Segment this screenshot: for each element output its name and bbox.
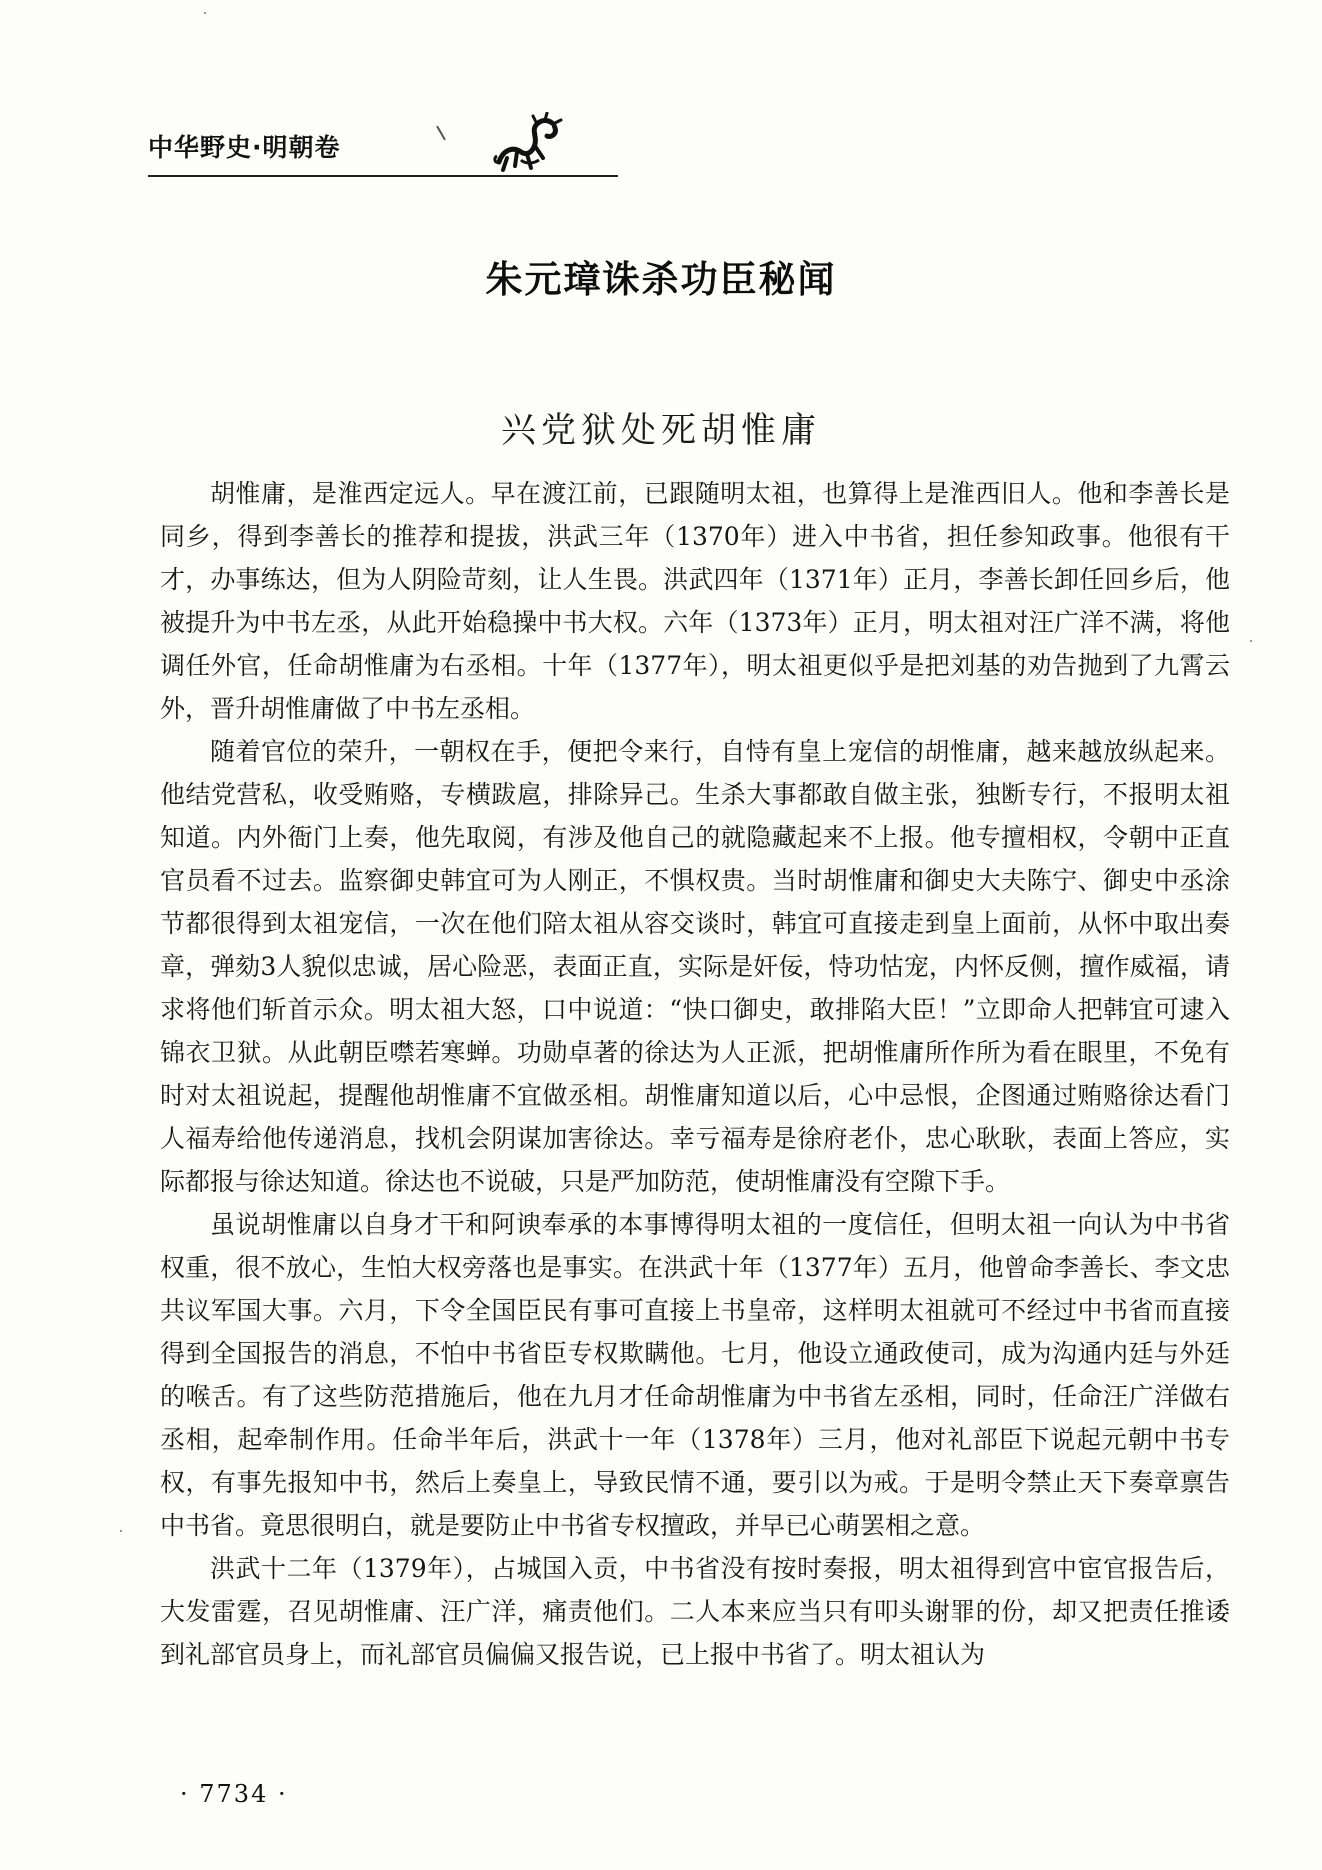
running-head-title: 中华野史·明朝卷 [148,133,341,162]
chapter-title: 朱元璋诛杀功臣秘闻 [485,258,837,301]
paragraph: 虽说胡惟庸以自身才干和阿谀奉承的本事博得明太祖的一度信任，但明太祖一向认为中书省权重，很不放心，生怕大权旁落也是事实。在洪武十年（1377年）五月，他曾命李善长、李文忠共议军国大事。六月，下令全国臣民有事可直接上书皇帝，这样明太祖就可不经过中书省而直接得到全国报告的消息，不怕中书省臣专权欺瞒他。七月，他设立通政使司，成为沟通内廷与外廷的喉舌。有了这些防范措施后，他在九月才任命胡惟庸为中书省左丞相，同时，任命汪广洋做右丞相，起牵制作用。任命半年后，洪武十一年（1378年）三月，他对礼部臣下说起元朝中书专权，有事先报知中书，然后上奏皇上，导致民情不通，要引以为戒。于是明令禁止天下奏章禀告中书省。竟思很明白，就是要防止中书省专权擅政，并早已心萌罢相之意。 [160,1210,1230,1540]
paragraph: 洪武十二年（1379年），占城国入贡，中书省没有按时奏报，明太祖得到宫中宦官报告后，大发雷霆，召见胡惟庸、汪广洋，痛责他们。二人本来应当只有叩头谢罪的份，却又把责任推诿到礼部官员身上，而礼部官员偏偏又报告说，已上报中书省了。明太祖认为 [160,1554,1230,1669]
paragraph: 随着官位的荣升，一朝权在手，便把令来行，自恃有皇上宠信的胡惟庸，越来越放纵起来。他结党营私，收受贿赂，专横跋扈，排除异己。生杀大事都敢自做主张，独断专行，不报明太祖知道。内外衙门上奏，他先取阅，有涉及他自己的就隐藏起来不上报。他专擅相权，令朝中正直官员看不过去。监察御史韩宜可为人刚正，不惧权贵。当时胡惟庸和御史大夫陈宁、御史中丞涂节都很得到太祖宠信，一次在他们陪太祖从容交谈时，韩宜可直接走到皇上面前，从怀中取出奏章，弹劾3人貌似忠诚，居心险恶，表面正直，实际是奸佞，恃功怙宠，内怀反侧，擅作威福，请求将他们斩首示众。明太祖大怒，口中说道：“快口御史，敢排陷大臣！”立即命人把韩宜可逮入锦衣卫狱。从此朝臣噤若寒蝉。功勋卓著的徐达为人正派，把胡惟庸所作所为看在眼里，不免有时对太祖说起，提醒他胡惟庸不宜做丞相。胡惟庸知道以后，心中忌恨，企图通过贿赂徐达看门人福寿给他传递消息，找机会阴谋加害徐达。幸亏福寿是徐府老仆，忠心耿耿，表面上答应，实际都报与徐达知道。徐达也不说破，只是严加防范，使胡惟庸没有空隙下手。 [160,737,1230,1196]
dragon-icon [493,112,565,174]
scan-speck [120,1530,122,1532]
header-rule [148,175,618,177]
article-body [160,472,1230,1676]
scan-speck [204,12,206,14]
print-mark [436,126,446,141]
page-number: · 7734 · [180,1780,288,1808]
scan-speck [1250,640,1252,642]
paragraph: 胡惟庸，是淮西定远人。早在渡江前，已跟随明太祖，也算得上是淮西旧人。他和李善长是同乡，得到李善长的推荐和提拔，洪武三年（1370年）进入中书省，担任参知政事。他很有干才，办事练达，但为人阴险苛刻，让人生畏。洪武四年（1371年）正月，李善长卸任回乡后，他被提升为中书左丞，从此开始稳操中书大权。六年（1373年）正月，明太祖对汪广洋不满，将他调任外官，任命胡惟庸为右丞相。十年（1377年），明太祖更似乎是把刘基的劝告抛到了九霄云外，晋升胡惟庸做了中书左丞相。 [160,479,1230,723]
section-title: 兴党狱处死胡惟庸 [500,411,821,451]
